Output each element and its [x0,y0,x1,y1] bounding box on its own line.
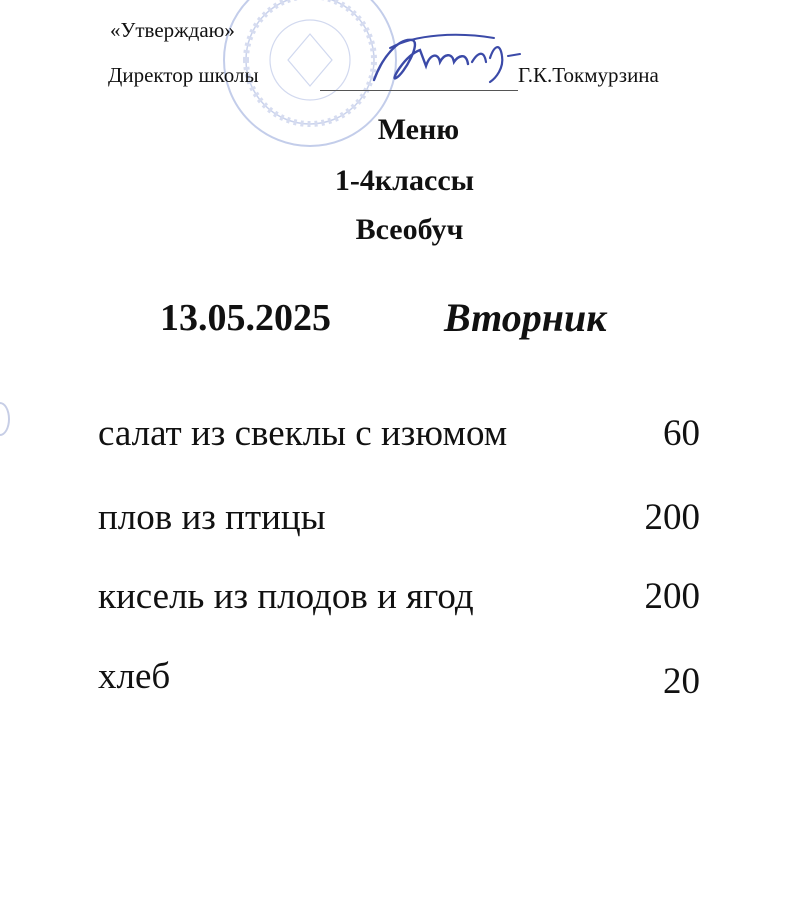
menu-item-name: хлеб [98,656,171,697]
menu-title: Меню [377,113,460,146]
director-role: Директор школы [108,63,259,87]
page-edge-mark [0,402,10,436]
menu-item-name: кисель из плодов и ягод [98,576,474,617]
program-name: Всеобуч [355,213,464,246]
menu-weekday: Вторник [444,295,607,340]
menu-item-name: салат из свеклы с изюмом [98,413,508,454]
grade-range: 1-4классы [334,164,475,197]
menu-date: 13.05.2025 [160,297,331,339]
approval-heading: «Утверждаю» [110,18,235,42]
signature-icon [368,28,528,92]
menu-item-qty: 200 [644,497,700,538]
menu-item-qty: 60 [663,413,700,454]
menu-item-qty: 20 [663,661,700,702]
menu-item-qty: 200 [644,576,700,617]
menu-item-name: плов из птицы [98,497,326,538]
director-name: Г.К.Токмурзина [518,63,659,87]
